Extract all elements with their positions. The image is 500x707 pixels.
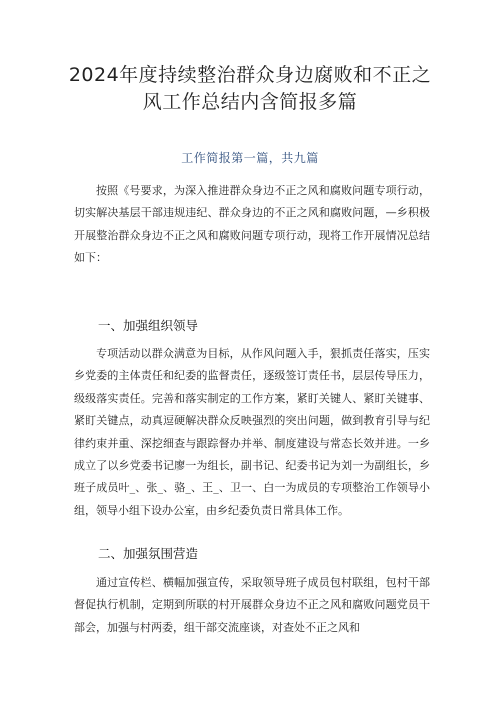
section-1-paragraph: 专项活动以群众满意为目标，从作风问题入手，狠抓责任落实，压实乡党委的主体责任和纪委的监督责任，逐级签订责任书，层层传导压力，级级落实责任。完善和落实制定的工作方案，紧盯关键人、紧盯关键事、紧盯关键点，动真逗硬解决群众反映强烈的突出问题，做到教育引导与纪律约束并重、深挖细查与跟踪督办并举、制度建设与常态长效并进。一乡成立了以乡党委书记廖一为组长，副书记、纪委书记为刘一为副组长，乡班子成员叶_、张_、骆_、王_、卫一、白一为成员的专项整治工作领导小组，领导小组下设办公室，由乡纪委负责日常具体工作。 [74, 347, 430, 517]
title-line-2: 风工作总结内含简报多篇 [142, 91, 358, 113]
title-line-1: 2024年度持续整治群众身边腐败和不正之 [68, 64, 432, 86]
document-subtitle: 工作简报第一篇，共九篇 [181, 151, 319, 165]
document-title [40, 62, 460, 116]
section-2-paragraph: 通过宣传栏、横幅加强宣传，采取领导班子成员包村联组，包村干部督促执行机制，定期到所联的村开展群众身边不正之风和腐败问题党员干部会，加强与村两委，组干部交流座谈，对查处不正之风和 [74, 576, 430, 634]
intro-paragraph: 按照《号要求，为深入推进群众身边不正之风和腐败问题专项行动，切实解决基层干部违规违纪、群众身边的不正之风和腐败问题，—乡积极开展整治群众身边不正之风和腐败问题专项行动，现将工作开展情况总结如下： [74, 184, 430, 265]
section-heading-1: 一、加强组织领导 [98, 318, 199, 333]
section-heading-2: 二、加强氛围营造 [98, 546, 199, 561]
